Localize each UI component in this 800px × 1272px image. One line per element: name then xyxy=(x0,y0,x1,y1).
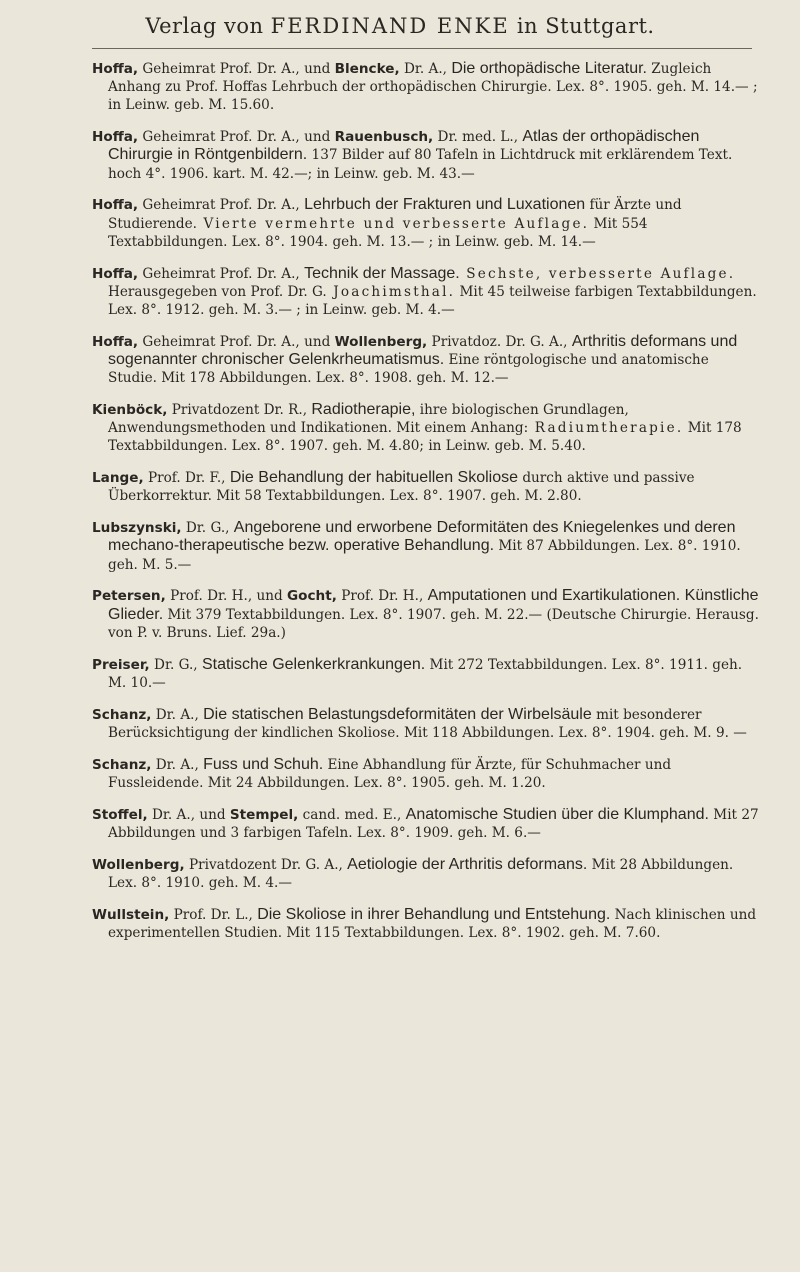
entry-description: durch aktive und passive Überkorrektur. Mit 58 Textabbildungen. Lex. 8°. 1907. geh. M. 2.80. xyxy=(108,470,695,505)
entry-coauthor-detail: Prof. Dr. H., xyxy=(336,588,428,605)
entry-author: Hoffa, xyxy=(92,333,139,350)
entry-description: Nach klinischen und experimentellen Studien. Mit 115 Textabbildungen. Lex. 8°. 1902. geh. M. 7.60. xyxy=(108,906,757,941)
entry-title: Die statischen Belastungsdeformitäten der Wirbelsäule xyxy=(203,705,592,723)
entry-author-detail: Geheimrat Prof. Dr. A., xyxy=(138,265,305,282)
entry-author-detail: Prof. Dr. H., und xyxy=(165,588,287,605)
entry-author-detail: Dr. A., xyxy=(151,706,204,723)
entry-title: Technik der Massage. xyxy=(304,264,460,282)
entry-title: Arthritis deformans und sogenannter chronischer Gelenkrheumatismus. xyxy=(108,332,738,369)
header-prefix: Verlag von xyxy=(145,14,271,38)
entry-description-2: Mit 554 Textabbildungen. Lex. 8°. 1904. geh. M. 13.— ; in Leinw. geb. M. 14.— xyxy=(108,215,648,250)
entry-author-detail: Geheimrat Prof. Dr. A., und xyxy=(138,129,335,146)
entry-edition: Sechste, verbesserte Auflage. xyxy=(459,265,736,282)
entry-description-2: Mit 45 teilweise farbigen Textabbildungen. Lex. 8°. 1912. geh. M. 3.— ; in Leinw. geb. M. 4.— xyxy=(108,283,757,319)
entry-title: Radiotherapie, xyxy=(311,401,416,419)
entry-coauthor-detail: Dr. A., xyxy=(399,61,452,77)
entry-description: mit besonderer Berücksichtigung der kindlichen Skoliose. Mit 118 Abbildungen. Lex. 8°. 1904. geh. M. 9. — xyxy=(108,706,747,741)
entry-author-detail: Privatdozent Dr. R., xyxy=(167,402,312,419)
entry-author-detail: Geheimrat Prof. Dr. A., und xyxy=(138,333,335,350)
entry-description: Mit 27 Abbildungen und 3 farbigen Tafeln. Lex. 8°. 1909. geh. M. 6.— xyxy=(108,806,759,841)
entry-coauthor: Stempel, xyxy=(229,806,299,823)
entry-author: Schanz, xyxy=(92,706,152,723)
entry-title: Lehrbuch der Frakturen und Luxationen xyxy=(304,196,586,214)
book-entry xyxy=(92,519,760,574)
entry-author-detail: Dr. A., xyxy=(151,756,204,773)
entry-author-detail: Dr. A., und xyxy=(147,806,230,823)
entry-author-detail: Prof. Dr. F., xyxy=(143,470,230,487)
page-header xyxy=(0,14,800,38)
entry-description: für Ärzte und Studierende. xyxy=(108,197,682,232)
entry-description: Herausgegeben von Prof. Dr. G. xyxy=(108,283,327,300)
entry-author: Wollenberg, xyxy=(92,856,185,873)
entry-author-detail: Dr. G., xyxy=(149,656,202,673)
entry-coauthor: Rauenbusch, xyxy=(334,129,434,146)
entry-title: Angeborene und erworbene Deformitäten des Kniegelenkes und deren mechano-therapeutische bezw. operative Behandlung. xyxy=(108,519,736,555)
entry-title: Atlas der orthopädischen Chirurgie in Röntgenbildern. xyxy=(108,128,700,164)
entry-title: Statische Gelenkerkrankungen. xyxy=(201,655,426,673)
book-entry xyxy=(92,60,760,115)
entry-title: Amputationen und Exartikulationen. Künstliche Glieder. xyxy=(108,587,759,623)
entry-description: Zugleich Anhang zu Prof. Hoffas Lehrbuch der orthopädischen Chirurgie. Lex. 8°. 1905. geh. M. 14.— ; in Leinw. geb. M. 15.60. xyxy=(108,61,758,114)
entry-author: Lubszynski, xyxy=(92,520,182,537)
book-entry xyxy=(92,806,760,842)
entry-edition: Vierte vermehrte und verbesserte Auflage. xyxy=(197,215,590,232)
entry-description-2: Mit 178 Textabbildungen. Lex. 8°. 1907. geh. M. 4.80; in Leinw. geb. M. 5.40. xyxy=(108,420,742,455)
book-entry xyxy=(92,265,760,320)
entry-editor-name: Joachimsthal. xyxy=(326,283,456,300)
entry-description: Mit 272 Textabbildungen. Lex. 8°. 1911. geh. M. 10.— xyxy=(108,656,743,691)
book-entry xyxy=(92,906,760,942)
entry-description: Mit 87 Abbildungen. Lex. 8°. 1910. geh. M. 5.— xyxy=(108,538,741,573)
entry-author-detail: Dr. G., xyxy=(181,520,234,537)
entry-author: Hoffa, xyxy=(92,265,139,282)
entry-coauthor-detail: Privatdoz. Dr. G. A., xyxy=(427,333,572,350)
entry-coauthor-detail: Dr. med. L., xyxy=(433,129,523,146)
entry-author-detail: Privatdozent Dr. G. A., xyxy=(184,856,348,873)
entry-author-detail: Prof. Dr. L., xyxy=(169,906,258,923)
entry-title: Fuss und Schuh. xyxy=(203,755,324,773)
entry-description: Eine Abhandlung für Ärzte, für Schuhmacher und Fussleidende. Mit 24 Abbildungen. Lex. 8°. 1905. geh. M. 1.20. xyxy=(108,756,672,791)
book-entry xyxy=(92,656,760,692)
entry-title: Die Behandlung der habituellen Skoliose xyxy=(229,469,519,487)
entry-coauthor: Gocht, xyxy=(287,588,337,605)
entry-coauthor: Wollenberg, xyxy=(334,333,428,350)
entry-description: 137 Bilder auf 80 Tafeln in Lichtdruck mit erklärendem Text. hoch 4°. 1906. kart. M. 42.—; in Leinw. geb. M. 43.— xyxy=(108,147,733,182)
header-rule xyxy=(92,48,752,49)
entry-description: Mit 28 Abbildungen. Lex. 8°. 1910. geh. M. 4.— xyxy=(108,856,734,891)
entry-coauthor-detail: cand. med. E., xyxy=(298,806,406,823)
entry-author: Kienböck, xyxy=(92,402,168,419)
entry-author: Hoffa, xyxy=(92,129,139,146)
entry-author-detail: Geheimrat Prof. Dr. A., xyxy=(138,197,305,214)
book-list xyxy=(92,60,760,948)
entry-title: Die Skoliose in ihrer Behandlung und Entstehung. xyxy=(257,905,611,923)
book-entry xyxy=(92,469,760,505)
entry-author: Wullstein, xyxy=(92,906,170,923)
header-suffix: in Stuttgart. xyxy=(509,14,655,38)
entry-coauthor: Blencke, xyxy=(334,61,400,77)
entry-description: Eine röntgologische und anatomische Studie. Mit 178 Abbildungen. Lex. 8°. 1908. geh. M. 12.— xyxy=(108,352,709,387)
book-entry xyxy=(92,196,760,251)
entry-description: ihre biologischen Grundlagen, Anwendungsmethoden und Indikationen. Mit einem Anhang: xyxy=(108,402,629,437)
book-entry xyxy=(92,401,760,456)
entry-author: Hoffa, xyxy=(92,197,139,214)
book-entry xyxy=(92,587,760,642)
entry-title: Aetiologie der Arthritis deformans. xyxy=(347,855,588,873)
entry-author: Schanz, xyxy=(92,756,152,773)
entry-author: Stoffel, xyxy=(92,806,148,823)
entry-author: Hoffa, xyxy=(92,61,139,77)
book-entry xyxy=(92,756,760,792)
entry-author: Lange, xyxy=(92,470,144,487)
book-entry xyxy=(92,333,760,388)
book-entry xyxy=(92,128,760,183)
book-entry xyxy=(92,856,760,892)
book-entry xyxy=(92,706,760,742)
entry-description: Mit 379 Textabbildungen. Lex. 8°. 1907. geh. M. 22.— (Deutsche Chirurgie. Herausg. von P. v. Bruns. Lief. 29a.) xyxy=(108,606,759,641)
entry-title: Die orthopädische Literatur. xyxy=(451,60,647,77)
entry-appendix: Radiumtherapie. xyxy=(528,420,684,437)
entry-author: Petersen, xyxy=(92,588,166,605)
publisher-name: FERDINAND ENKE xyxy=(270,14,510,38)
entry-author: Preiser, xyxy=(92,656,150,673)
entry-author-detail: Geheimrat Prof. Dr. A., und xyxy=(138,61,335,77)
entry-title: Anatomische Studien über die Klumphand. xyxy=(405,805,709,823)
